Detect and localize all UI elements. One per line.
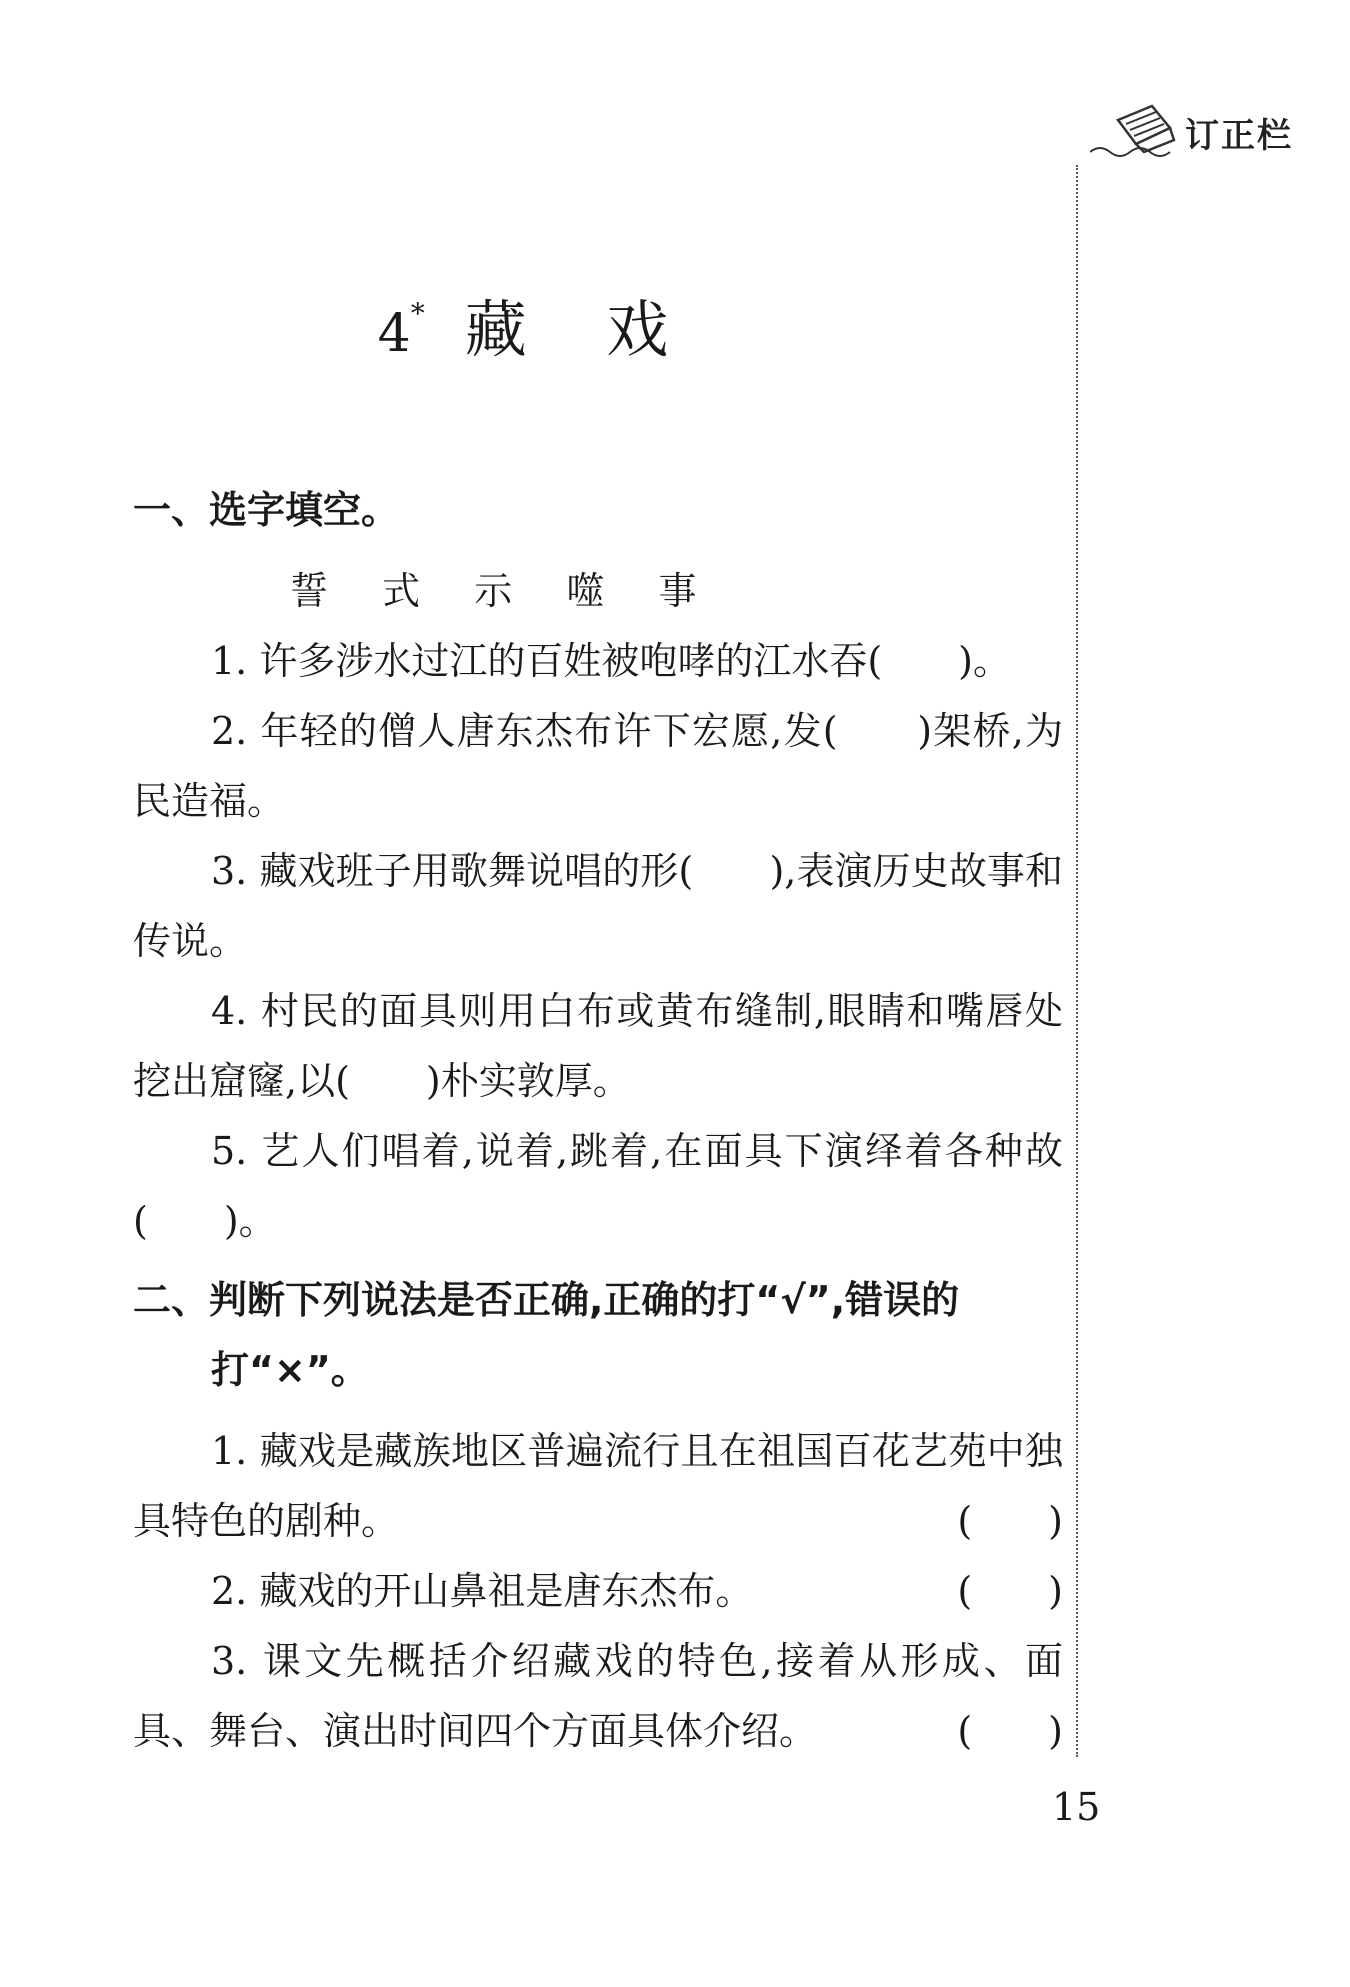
lesson-name: 藏 戏: [464, 293, 699, 366]
judge-question-text: 2. 藏戏的开山鼻祖是唐东杰布。: [211, 1569, 754, 1613]
word-bank-item: 式: [382, 569, 423, 613]
judge-question-text: 1. 藏戏是藏族地区普遍流行且在祖国百花艺苑中独具特色的剧种。: [133, 1429, 1063, 1543]
correction-column-header: [1090, 100, 1330, 170]
page-number: 15: [1052, 1785, 1101, 1829]
judge-question-text: 3. 课文先概括介绍藏戏的特色,接着从形成、面具、舞台、演出时间四个方面具体介绍。: [133, 1639, 1063, 1753]
judge-question-2: [133, 1556, 1063, 1626]
judge-answer-box[interactable]: ( ): [957, 1499, 1063, 1543]
judge-answer-box[interactable]: ( ): [957, 1709, 1063, 1753]
section-2-heading-line2: 打“×”。: [211, 1348, 369, 1392]
lesson-number: 4: [377, 304, 411, 364]
fill-question-3[interactable]: 3. 藏戏班子用歌舞说唱的形( ),表演历史故事和传说。: [133, 849, 1063, 963]
word-bank-item: 示: [474, 569, 515, 613]
lesson-title: [0, 280, 1076, 369]
margin-divider: [1076, 165, 1078, 1757]
fill-question-4[interactable]: 4. 村民的面具则用白布或黄布缝制,眼睛和嘴唇处挖出窟窿,以( )朴实敦厚。: [133, 989, 1063, 1103]
section-2-heading: [133, 1265, 1063, 1405]
pencil-icon: [1090, 100, 1190, 160]
word-bank-item: 誓: [290, 569, 331, 613]
word-bank-item: 事: [658, 569, 699, 613]
judge-question-3: [133, 1626, 1063, 1766]
section-2-heading-line1: 二、判断下列说法是否正确,正确的打“√”,错误的: [133, 1278, 960, 1322]
fill-question-5[interactable]: 5. 艺人们唱着,说着,跳着,在面具下演绎着各种故( )。: [133, 1129, 1063, 1243]
correction-column-label: 订正栏: [1185, 116, 1293, 156]
lesson-optional-mark: *: [410, 297, 425, 330]
section-1-heading: 一、选字填空。: [133, 488, 400, 532]
word-bank: [290, 560, 736, 615]
fill-question-1[interactable]: 1. 许多涉水过江的百姓被咆哮的江水吞( )。: [211, 639, 1011, 683]
word-bank-item: 噬: [566, 569, 607, 613]
fill-question-2[interactable]: 2. 年轻的僧人唐东杰布许下宏愿,发( )架桥,为民造福。: [133, 709, 1063, 823]
judge-answer-box[interactable]: ( ): [957, 1569, 1063, 1613]
judge-question-1: [133, 1416, 1063, 1556]
